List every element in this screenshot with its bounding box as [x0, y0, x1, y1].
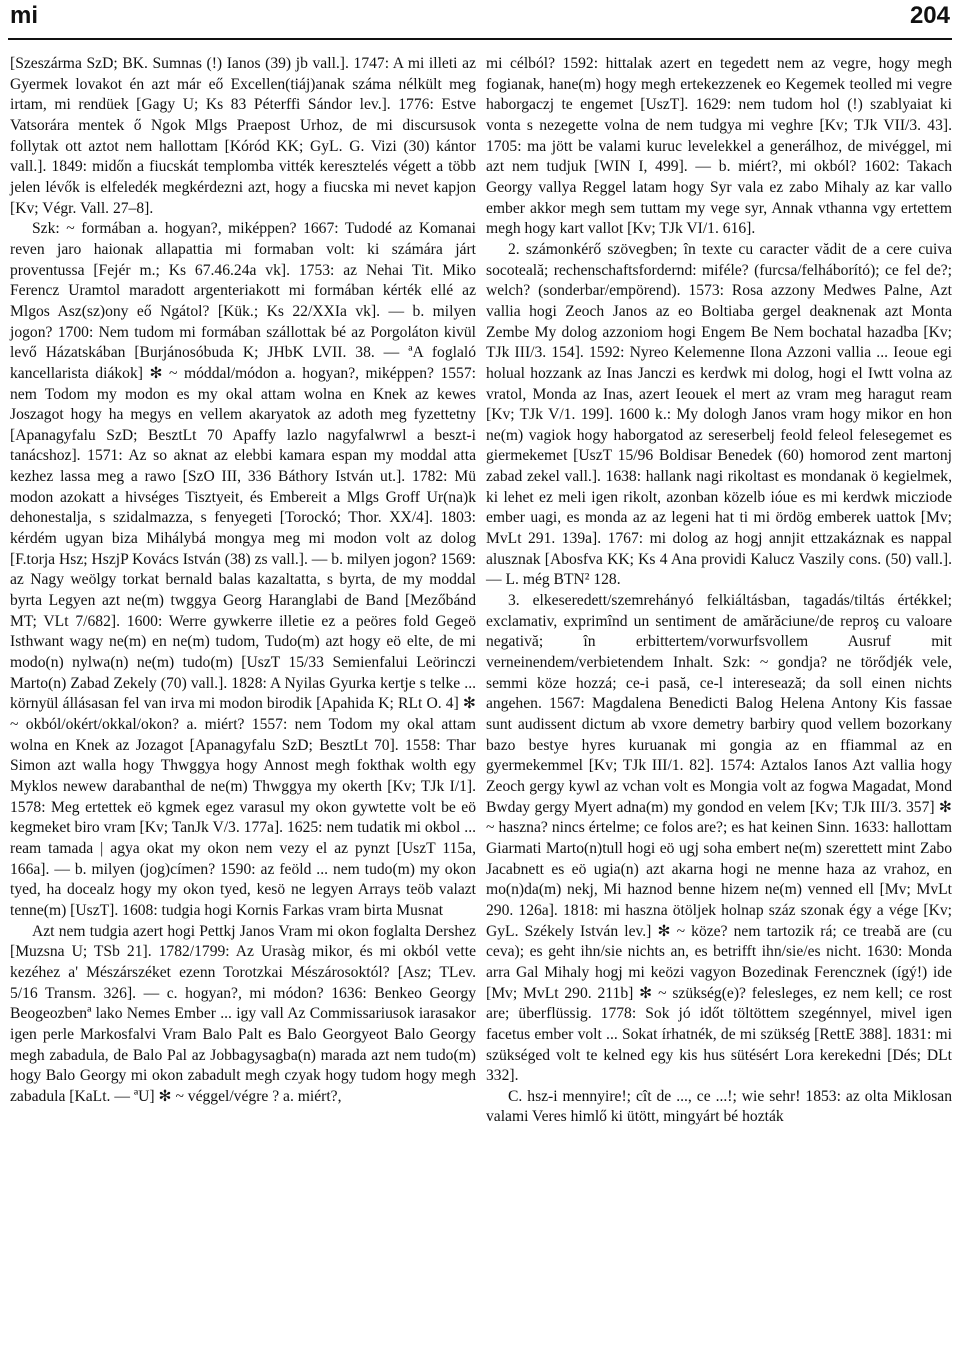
page-number: 204 [909, 2, 950, 29]
entry-paragraph: [Szeszárma SzD; BK. Sumnas (!) Ianos (39) jb vall.]. 1747: A mi illeti az Gyermek lovakot én azt már eő Excellen(tiáj)anak száma nélkült meg irtam, mi rendüek [Gagy U; Ks 83 Péterffi Sándor lev.]. 1776: Estve Vatsorára mentek ő Ngok Mlgs Praepost Urhoz, de mi discursusok follytak ott aztot nem hallottam [Kóród KK; GyL. G. Vizi (30) kántor vall.]. 1849: midőn a fiucskát templomba vitték keresztelés végett a több jelen lévők is elfeledék megkérdezni azt, hogy a fiucska mi nevet kapjon [Kv; Végr. Vall. 27–8]. [10, 55, 476, 217]
right-column [486, 54, 952, 1128]
header-rule [8, 38, 952, 40]
entry-paragraph: 3. elkeseredett/szemrehányó felkiáltásban, tagadás/tiltás értékkel; exclamativ, exprimînd un sentiment de amărăciune/de reproş cu valoare negativă; în erbittertem/vorwurfsvollem Ausruf mit verneinendem/verbietendem Inhalt. Szk: ~ gondja? ne törődjék vele, semmi köze hozzá; ce-i pasă, ce-l interesează; da soll einen nichts angehen. 1567: Magdalena Benedicti Balog Helena Antony Kis fassae sunt audissent dictum ab vxore demetry barbiry quod vellem bozorkany bazo bestye hyres kuruanak mi gongia az en ffiammal az en gyermekemmel [Kv; TJk III/1. 82]. 1574: Aztalos Ianos Azt vallia hogy Zeoch gergy kywl az vchan volt es Mongia volt az fogwa Magadat, Mond Bwday gergy Myert adna(m) my gondod en velem [Kv; TJk III/3. 357] ✻ ~ haszna? nincs értelme; ce folos are?; es hat keinen Sinn. 1633: hallottam Giarmati Marto(n)tull hogi eö ugj soha embert ne(m) szerettett mint Zabo Jacabnett es eö ugia(n) azt akarna hogi ne menne haza az vrahoz, en mo(n)da(m) nekj, Mi haznod benne hizem ne(m) venned ell [Mv; MvLt 290. 126a]. 1818: mi haszna ötöljek holnap száz szonak égy a vége [Kv; GyL. Székely István lev.] ✻ ~ köze? nem tartozik rá; ce treabă are (cu ceva); es geht ihn/sie nichts an, es betrifft ihn/sie/es nicht. 1630: Monda arra Gal Mihaly hogj mi keözi vagyon Bozedinak Ferencznek (ígý!) ide [Mv; MvLt 290. 211b] ✻ ~ szükség(e)? felesleges, ez nem kell; ce rost are; überflüssig. 1778: Sok jó időt töltöttem szegénnyel, mivel igen facetus ember volt ... Sokat írhatnék, de mi szükség [RettE 388]. 1831: mi szükséged volt te kelned egy kis hus sütésért Lora kerekedni [Dés; DLt 332]. [486, 592, 952, 1085]
entry-paragraph: Szk: ~ formában a. hogyan?, miképpen? 1667: Tudodé az Komanai reven jaro haionak allapattia mi formaban volt: ki számára járt proventussa [Fejér m.; Ks 67.46.24a vk]. 1753: az Nehai Tit. Miko Ferencz Uramtol maradott argenteriakott mi formában kérték ellé az Mlgos Asz(sz)ony eő Ngátol? [Kük.; Ks 22/XXIa vk]. — b. milyen jogon? 1700: Nem tudom mi formában szállottak bé az Porgoláton kivül levő Házatskában [Burjánosóbuda K; JHbK LVII. 38. — ªA foglaló kancellarista diákok] ✻ ~ móddal/módon a. hogyan?, miképpen? 1557: nem Todom my modon es my okal attam wolna en Knek az kewes Joszagot hogy ha megys en vellem akaryatok az adoth meg fyzettetny [Apanagyfalu SzD; BesztLt 70 Apaffy lazlo nagyfalwrwl a beszt-i tanácshoz]. 1571: Az so aknat az elebbi kamara espan my moddal atta kezhez lassa meg a rawo [SzO III, 336 Báthory István ut.]. 1782: Mü modon azokatt a hivséges Tisztyeit, és Embereit a Mlgs Groff Ur(na)k dehonestalja, s szidalmazza, s fenyegeti [Torockó; Thor. XX/4]. 1803: kérdém ugyan biza Mihálybá mongya meg mi modon volt az dolog [F.torja Hsz; HszjP Kovács István (38) zs vall.]. — b. milyen jogon? 1569: az Nagy weölgy torkat bernald balas kazaltatta, s byrta, de my moddal byrta Legyen azt ne(m) twggya Georg Haranglabi de Band [Mezőbánd MT; VLt 7/682]. 1600: Werre gywkerre illetie ez a peöres fold Gegeö Isthwant wagy ne(m) en ne(m) tudom, Tudo(m) azt hogy eö elte, de mi modo(n) nylwa(n) ne(m) tudo(m) [UszT 15/33 Semienfalui Leörinczi Marto(n) Zabad Zekely (70) vall.]. 1828: A Nyilas Gyurka kertje s telke ... környül állásasan fel van irva mi modon birodik [Apahida K; RLt O. 4] ✻ ~ okból/okért/okkal/okon? a. miért? 1557: nem Todom my okal attam wolna en Knek az Jozagot [Apanagyfalu SzD; BesztLt 70]. 1558: Thar Simon azt walla hogy Thwggya hogy Annost megh fokthak wolth egy Myklos newew darabanthal de ne(m) Thwggya my okerth [Kv; TJk I/1]. 1578: Meg ertettek eö kgmek egez varasul my okon gywtette volt be eö kegmeket biro vram [Kv; TanJk V/3. 177a]. 1625: nem tudatik mi okbol ... ream tamada | agya okat my okon nem vezy el az pynzt [UszT 115a, 166a]. — b. milyen (jog)címen? 1590: az feöld ... nem tudo(m) my okon tyed, ha docealz hogy my okon tyed, kesö ne legyen Arrays teöb valazt tenne(m) [UszT]. 1608: tudgia hogi Kornis Farkas vram birta Musnat [10, 220, 476, 919]
entry-paragraph: C. hsz-i mennyire!; cît de ..., ce ...!; wie sehr! 1853: az olta Miklosan valami Veres himlő ki ütött, mingyárt bé hozták [486, 1087, 952, 1126]
entry-paragraph: 2. számonkérő szövegben; în texte cu caracter vădit de a cere cuiva socoteală; rechenschaftsfordernd: miféle? (furcsa/felháborító); ce fel de?; welch? (sonderbar/empörend). 1573: Rosa azzony Medwes Palne, Azt vallia hogi Zeoch Janos az eo Boltiaba gergel deaknenak azt Monta Zembe My dolog azzoniom hogi Engem Be Nem bochatal hazadba [Kv; TJk III/3. 154]. 1592: Nyreo Kelemenne Ilona Azzoni vallia ... Ieoue egi holual hozzank az Inas Janczi es kerdwk mi dolog, hogi el Iwtt volna az vratol, Monda az Inas, azert Ieouek el mert az vram meg haragut ream [Kv; TJk V/1. 199]. 1600 k.: My dologh Janos vram hogy mikor en hon ne(m) vagiok hogy haborgatod az sereserbelj feold feleol felesegemet es giermekemet [UszT 15/96 Boldisar Benedek (60) homorod zent martonj zabad zekel vall.]. 1638: hallank nagi rikoltast es mondanak ö kegielmek, ki lehet ez meli igen rikolt, azonban közelb ióue es mi kerdwk micziode ember uagi, es monda az az legeni hat ti mi ördög emberek uattok [Mv; MvLt 291. 139a]. 1767: mi dolog az hogj annjit ettzakáznak es nappal alusznak [Abosfva KK; Ks 4 Ana providi Kalucz Vaszily cons. (50) vall.]. — L. még BTN² 128. [486, 240, 952, 589]
entry-paragraph: Azt nem tudgia azert hogi Pettkj Janos Vram mi okon foglalta Dershez [Muzsna U; TSb 21]. 1782/1799: Az Urasàg mikor, és mi okból vette kezéhez a' Mészárszéket ezenn Torotzkai Mészárosoktól? [Asz; TLev. 5/16 Transm. 326]. — c. hogyan?, mi módon? 1636: Benkeo Georgy Beogeozbenª lako Nemes Ember ... igy vall Az Commissariusok iarasakor igen perle Markosfalvi Vram Balo Palt es Balo Georgyeot Balo Georgy megh zabadula, de Balo Pal az Jobbagysagba(n) marada azt nem tudo(m) hogy Balo Georgy mi okon zabadult megh czyak hogy tudom hogy megh zabadula [KaLt. — ªU] ✻ ~ véggel/végre ? a. miért?, [10, 922, 476, 1105]
entry-paragraph: mi célból? 1592: hittalak azert en tegedett nem az vegre, hogy megh fogianak, hane(m) hogy megh ertekezzenek eo Kegemek teolled mi vegre haborgaczj te engemet [UszT]. 1629: nem tudom hol (!) szablyaiat ki vonta s nezegette volna de nem tudgya mi veghre [Kv; TJk VII/3. 43]. 1705: ma jött be valami kuruc levelekkel a generálhoz, de mivéggel, mi azt nem tudjuk [WIN I, 499]. — b. miért?, mi okból? 1602: Takach Georgy vallya Reggel latam hogy Syr vala ez zabo Mihaly az kar vallo ember akkor megh sem tuttam my vege syr, Annak vthanna vgy ertettem megh hogy kart vallot [Kv; TJk VI/1. 616]. [486, 55, 952, 238]
page-header [8, 2, 952, 34]
left-column [10, 54, 476, 1107]
running-head-word: mi [10, 2, 39, 29]
